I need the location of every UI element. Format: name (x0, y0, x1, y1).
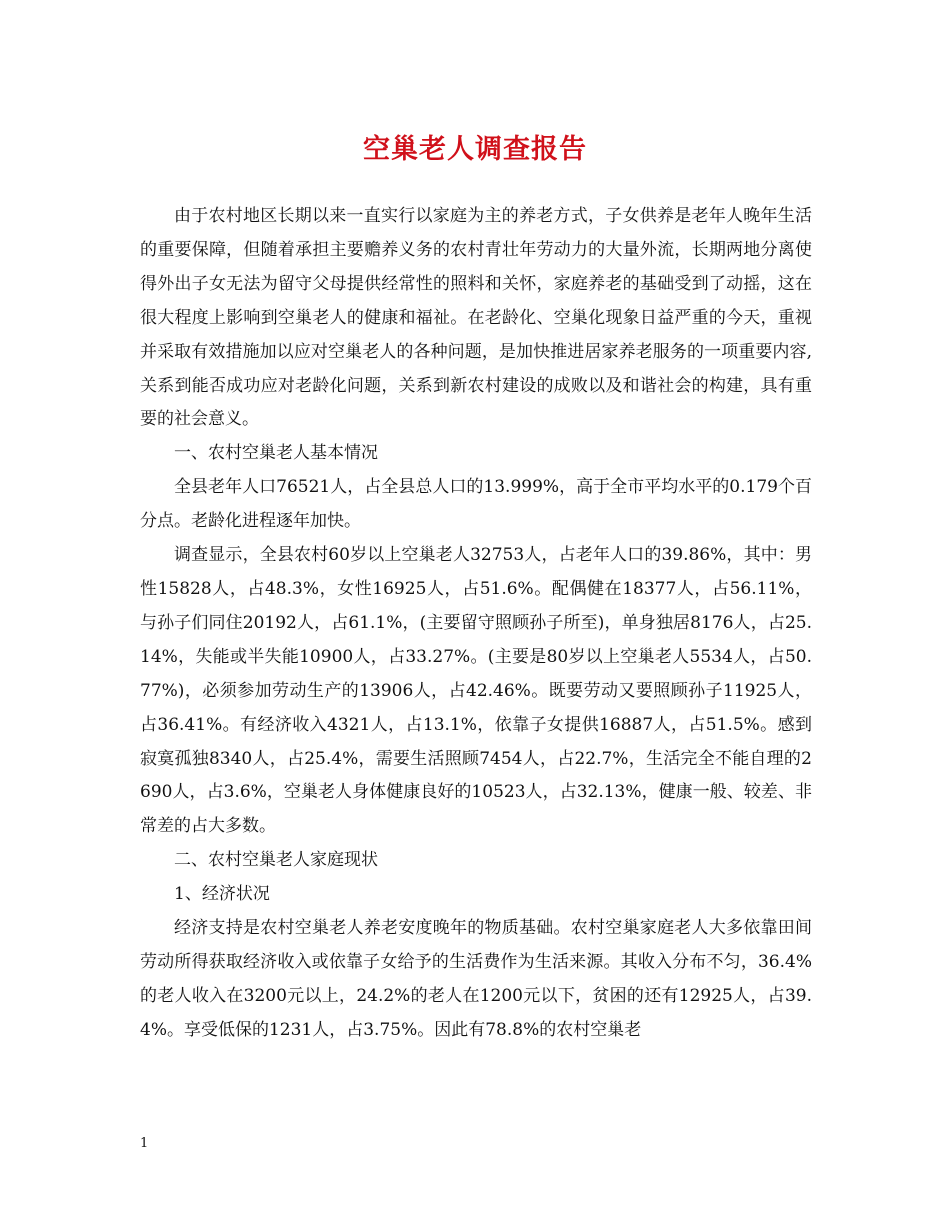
paragraph-economy: 经济支持是农村空巢老人养老安度晚年的物质基础。农村空巢家庭老人大多依靠田间劳动所得获取经济收入或依靠子女给予的生活费作为生活来源。其收入分布不匀，36.4%的老人收入在3200元以上，24.2%的老人在1200元以下，贫困的还有12925人，占39.4%。享受低保的1231人，占3.75%。因此有78.8%的农村空巢老 (140, 918, 812, 1040)
document-title: 空巢老人调查报告 (363, 134, 587, 165)
paragraph-population: 全县老年人口76521人，占全县总人口的13.999%，高于全市平均水平的0.179个百分点。老龄化进程逐年加快。 (140, 477, 812, 532)
document-body (140, 200, 812, 1048)
page-number: 1 (140, 1136, 149, 1151)
section-heading-2: 二、农村空巢老人家庭现状 (174, 850, 378, 871)
paragraph-intro: 由于农村地区长期以来一直实行以家庭为主的养老方式，子女供养是老年人晚年生活的重要保障，但随着承担主要赡养义务的农村青壮年劳动力的大量外流，长期两地分离使得外出子女无法为留守父母提供经常性的照料和关怀，家庭养老的基础受到了动摇，这在很大程度上影响到空巢老人的健康和福祉。在老龄化、空巢化现象日益严重的今天，重视并采取有效措施加以应对空巢老人的各种问题，是加快推进居家养老服务的一项重要内容,关系到能否成功应对老龄化问题，关系到新农村建设的成败以及和谐社会的构建，具有重要的社会意义。 (140, 206, 812, 430)
section-heading-1: 一、农村空巢老人基本情况 (174, 443, 378, 464)
subsection-heading-economy: 1、经济状况 (174, 884, 270, 905)
paragraph-survey: 调查显示，全县农村60岁以上空巢老人32753人，占老年人口的39.86%，其中：男性15828人，占48.3%，女性16925人，占51.6%。配偶健在18377人，占56.11%，与孙子们同住20192人，占61.1%，(主要留守照顾孙子所至)，单身独居8176人，占25.14%，失能或半失能10900人，占33.27%。(主要是80岁以上空巢老人5534人，占50.77%)，必须参加劳动生产的13906人，占42.46%。既要劳动又要照顾孙子11925人，占36.41%。有经济收入4321人，占13.1%，依靠子女提供16887人，占51.5%。感到寂寞孤独8340人，占25.4%，需要生活照顾7454人，占22.7%，生活完全不能自理的2690人，占3.6%，空巢老人身体健康良好的10523人，占32.13%，健康一般、较差、非常差的占大多数。 (140, 545, 812, 837)
